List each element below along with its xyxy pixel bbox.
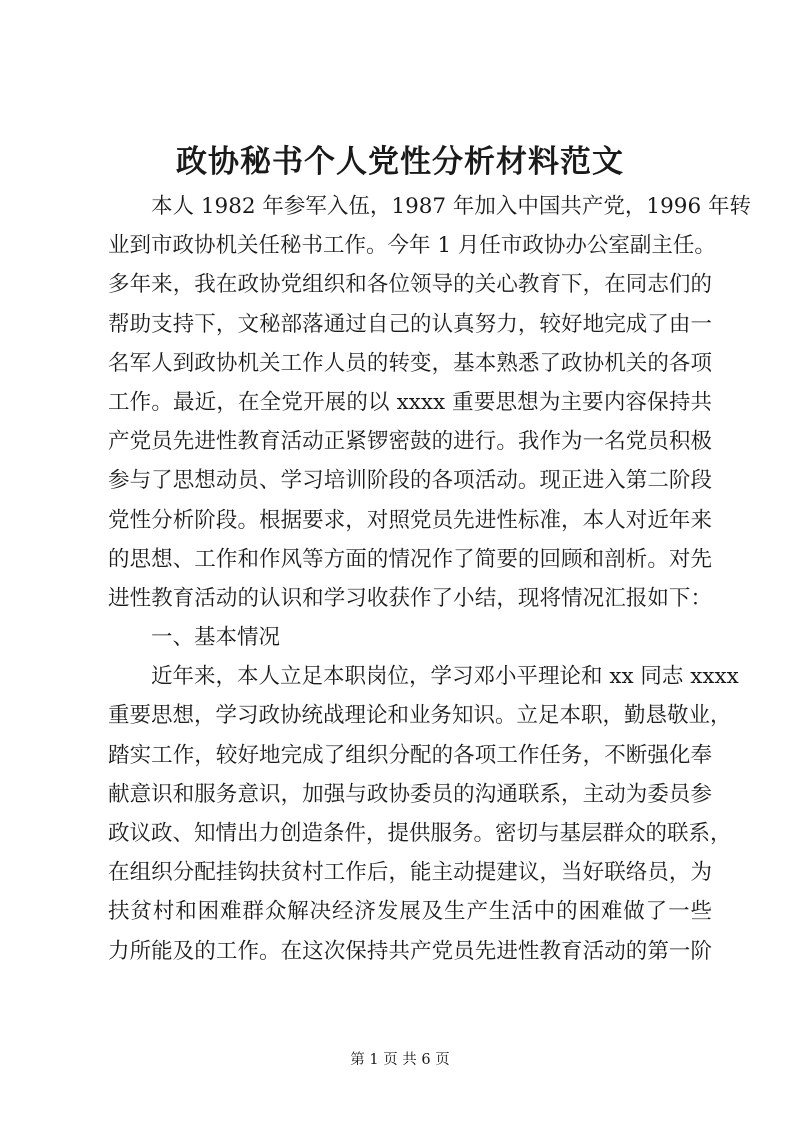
paragraph-line: 政议政、知情出力创造条件，提供服务。密切与基层群众的联系， (108, 821, 732, 846)
paragraph-line: 扶贫村和困难群众解决经济发展及生产生活中的困难做了一些 (108, 899, 712, 925)
paragraph-line: 帮助支持下，文秘部落通过自己的认真努力，较好地完成了由一 (108, 311, 712, 337)
paragraph-line: 产党员先进性教育活动正紧锣密鼓的进行。我作为一名党员积极 (108, 429, 712, 455)
paragraph-line: 名军人到政协机关工作人员的转变，基本熟悉了政协机关的各项 (108, 350, 712, 376)
paragraph-line: 献意识和服务意识，加强与政协委员的沟通联系，主动为委员参 (108, 781, 712, 807)
paragraph-line: 进性教育活动的认识和学习收获作了小结，现将情况汇报如下： (108, 585, 712, 611)
paragraph-line: 的思想、工作和作风等方面的情况作了简要的回顾和剖析。对先 (108, 546, 712, 572)
paragraph-line: 力所能及的工作。在这次保持共产党员先进性教育活动的第一阶 (108, 938, 712, 964)
paragraph-line: 工作。最近，在全党开展的以 xxxx 重要思想为主要内容保持共 (108, 389, 712, 415)
paragraph-line: 重要思想，学习政协统战理论和业务知识。立足本职，勤恳敬业， (108, 703, 732, 729)
paragraph-line: 近年来，本人立足本职岗位，学习邓小平理论和 xx 同志 xxxx (151, 664, 739, 690)
paragraph-line: 在组织分配挂钩扶贫村工作后，能主动提建议，当好联络员，为 (108, 860, 712, 886)
paragraph-line: 本人 1982 年参军入伍，1987 年加入中国共产党，1996 年转 (151, 194, 751, 219)
paragraph-line: 党性分析阶段。根据要求，对照党员先进性标准，本人对近年来 (108, 507, 712, 533)
document-title: 政协秘书个人党性分析材料范文 (176, 144, 624, 180)
paragraph-line: 业到市政协机关任秘书工作。今年 1 月任市政协办公室副主任。 (108, 233, 716, 259)
page-number: 第 1 页 共 6 页 (350, 1052, 450, 1068)
section-heading: 一、基本情况 (151, 625, 281, 651)
paragraph-line: 踏实工作，较好地完成了组织分配的各项工作任务，不断强化奉 (108, 742, 712, 768)
paragraph-line: 多年来，我在政协党组织和各位领导的关心教育下，在同志们的 (108, 272, 712, 298)
paragraph-line: 参与了思想动员、学习培训阶段的各项活动。现正进入第二阶段 (108, 468, 712, 494)
document-body (108, 187, 751, 971)
